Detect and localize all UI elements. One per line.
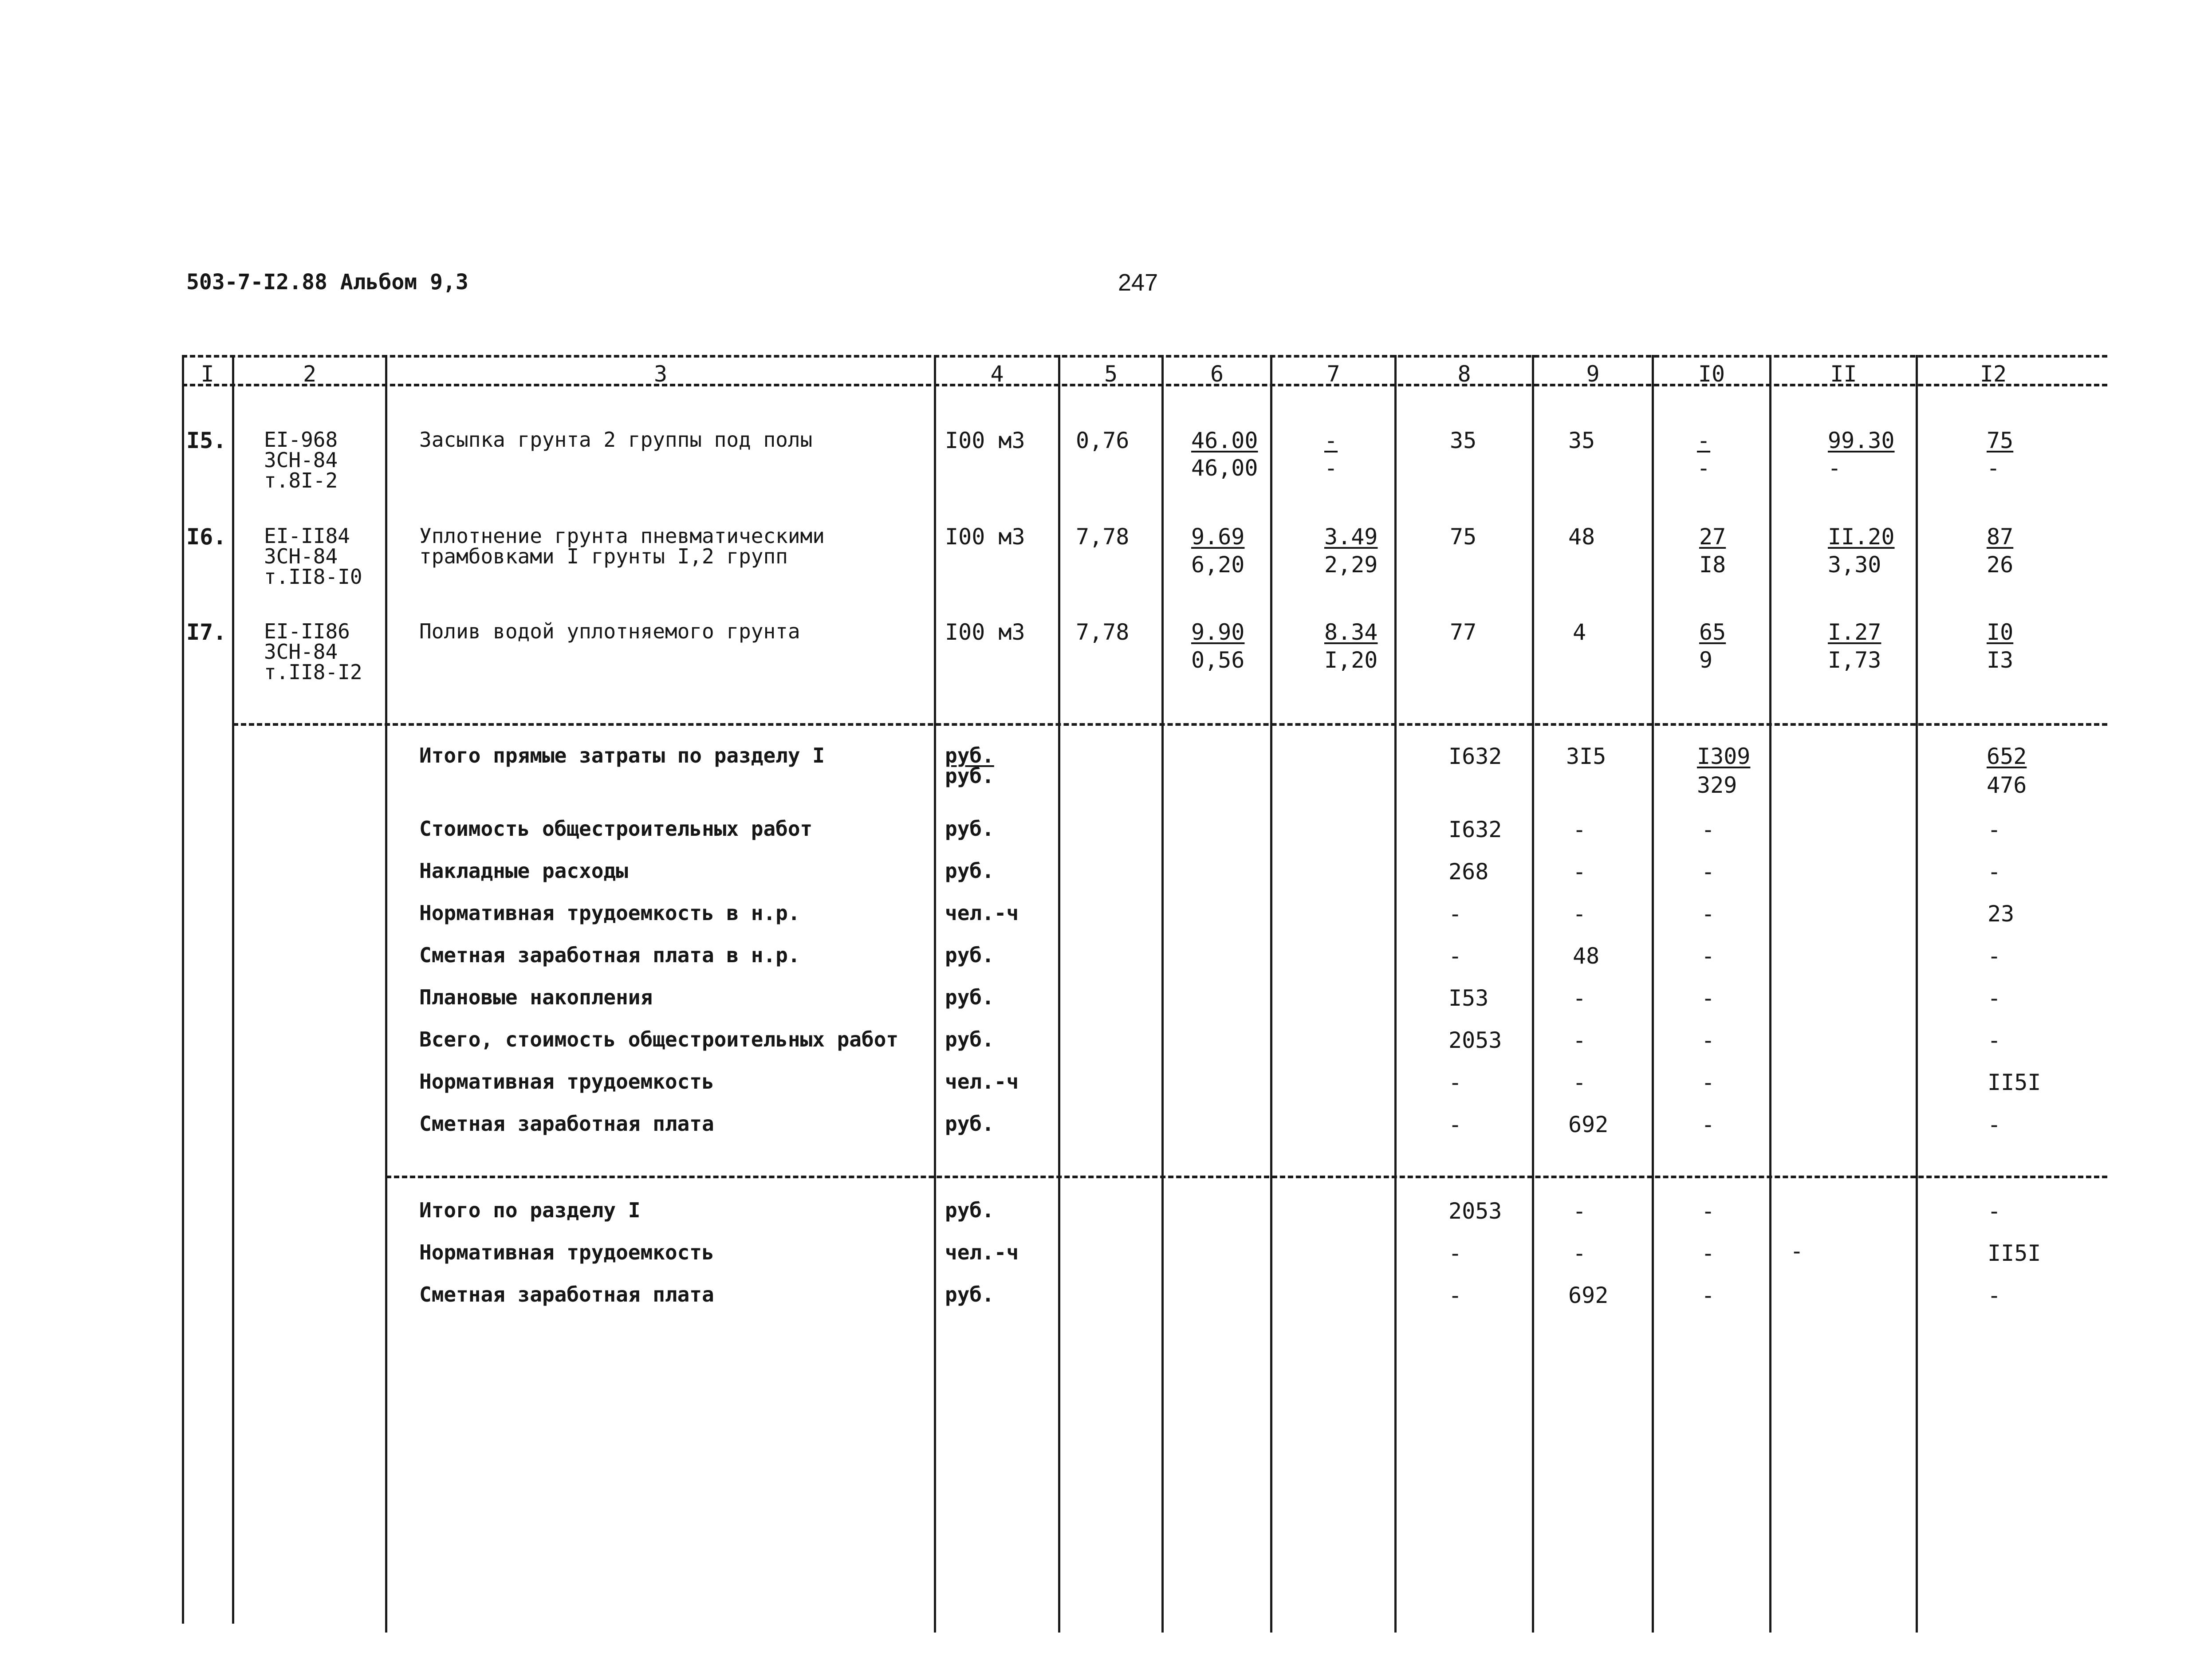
summary-separator-line	[386, 1176, 2107, 1178]
cell-c11-bottom: 3,30	[1828, 552, 1881, 578]
summary-c8: -	[1448, 1112, 1462, 1137]
work-name: Полив водой уплотняемого грунта	[419, 619, 800, 643]
column-header: 4	[990, 361, 1004, 387]
summary-unit: руб.	[945, 985, 994, 1009]
summary-unit-top: руб.	[945, 744, 994, 767]
cell-c9: 4	[1573, 619, 1586, 645]
summary-label: Нормативная трудоемкость	[419, 1070, 714, 1094]
cell-c7-bottom: 2,29	[1324, 552, 1378, 578]
summary-c9: -	[1573, 1070, 1586, 1095]
summary-c12: -	[1988, 985, 2001, 1011]
cell-c10-bottom: -	[1697, 455, 1711, 481]
unit: I00 м3	[945, 524, 1025, 550]
cell-c7-top: 8.34	[1324, 619, 1378, 645]
cell-c8: 75	[1450, 524, 1477, 550]
section-total-c12: -	[1988, 1283, 2001, 1308]
cell-c10-top: -	[1697, 428, 1711, 453]
row-number: I6.	[186, 524, 227, 550]
column-header: I	[201, 361, 214, 387]
summary-c9: -	[1573, 901, 1586, 927]
cell-c7-top: 3.49	[1324, 524, 1378, 550]
summary-c10: -	[1701, 943, 1715, 969]
unit: I00 м3	[945, 619, 1025, 645]
summary-c10: -	[1701, 1112, 1715, 1137]
summary-c10: -	[1701, 985, 1715, 1011]
cell-c12-top: I0	[1987, 619, 2014, 645]
work-name: Уплотнение грунта пневматическими	[419, 524, 825, 548]
summary-label: Всего, стоимость общестроительных работ	[419, 1027, 899, 1051]
rate-code: т.8I-2	[264, 468, 338, 492]
summary-c12: -	[1988, 943, 2001, 969]
summary-unit: чел.-ч	[945, 1070, 1019, 1094]
work-name: трамбовками I грунты I,2 групп	[419, 544, 788, 568]
summary-c9: 692	[1568, 1112, 1609, 1137]
column-header: 8	[1457, 361, 1471, 387]
summary-c8: I632	[1448, 744, 1502, 769]
rate-code: ЗСН-84	[264, 448, 338, 472]
summary-c12-top: 652	[1987, 744, 2027, 769]
summary-c10: -	[1701, 1027, 1715, 1053]
column-header: 5	[1104, 361, 1118, 387]
summary-c9: -	[1573, 1027, 1586, 1053]
summary-c12: -	[1988, 1112, 2001, 1137]
document-code: 503-7-I2.88 Альбом 9,3	[186, 270, 468, 295]
section-total-c12: -	[1988, 1198, 2001, 1224]
cell-c6-bottom: 0,56	[1191, 647, 1245, 673]
rate-code: ЗСН-84	[264, 640, 338, 664]
cell-c6-top: 46.00	[1191, 428, 1258, 453]
column-header: 6	[1210, 361, 1224, 387]
section-total-c9: -	[1573, 1198, 1586, 1224]
summary-label: Плановые накопления	[419, 985, 653, 1009]
summary-label: Итого прямые затраты по разделу I	[419, 744, 825, 767]
section-total-c10: -	[1701, 1198, 1715, 1224]
summary-unit: руб.	[945, 859, 994, 883]
cell-c11-bottom: I,73	[1828, 647, 1881, 673]
summary-c12: -	[1988, 817, 2001, 842]
summary-c10-top: I309	[1697, 744, 1751, 769]
cell-c10-top: 65	[1699, 619, 1726, 645]
column-header: 9	[1586, 361, 1600, 387]
summary-c8: -	[1448, 1070, 1462, 1095]
cell-c12-bottom: -	[1987, 455, 2000, 481]
summary-c12: -	[1988, 859, 2001, 885]
summary-label: Стоимость общестроительных работ	[419, 817, 813, 841]
section-total-c9: 692	[1568, 1283, 1609, 1308]
summary-c9: -	[1573, 859, 1586, 885]
summary-label: Сметная заработная плата в н.р.	[419, 943, 800, 967]
quantity: 7,78	[1076, 524, 1130, 550]
cell-c9: 48	[1568, 524, 1595, 550]
summary-c12: 23	[1988, 901, 2015, 927]
section-total-unit: руб.	[945, 1198, 994, 1222]
section-total-c8: 2053	[1448, 1198, 1502, 1224]
summary-c12: -	[1988, 1027, 2001, 1053]
section-total-unit: руб.	[945, 1283, 994, 1306]
column-header: 2	[303, 361, 317, 387]
summary-c10: -	[1701, 817, 1715, 842]
header-top-line	[182, 355, 2107, 358]
summary-c10: -	[1701, 859, 1715, 885]
summary-c9: -	[1573, 985, 1586, 1011]
work-name: Засыпка грунта 2 группы под полы	[419, 428, 813, 452]
cell-c10-bottom: 9	[1699, 647, 1713, 673]
section-total-label: Нормативная трудоемкость	[419, 1240, 714, 1264]
summary-c12: II5I	[1988, 1070, 2041, 1095]
summary-unit: чел.-ч	[945, 901, 1019, 925]
column-header: I2	[1980, 361, 2007, 387]
section-total-label: Итого по разделу I	[419, 1198, 641, 1222]
cell-c12-top: 87	[1987, 524, 2014, 550]
cell-c10-top: 27	[1699, 524, 1726, 550]
summary-label: Накладные расходы	[419, 859, 628, 883]
rate-code: EI-968	[264, 428, 338, 452]
section-total-c12: II5I	[1988, 1240, 2041, 1266]
summary-c8: 2053	[1448, 1027, 1502, 1053]
quantity: 7,78	[1076, 619, 1130, 645]
summary-c8: I53	[1448, 985, 1489, 1011]
cell-c6-bottom: 46,00	[1191, 455, 1258, 481]
section-total-c11: -	[1790, 1238, 1804, 1264]
column-header: 3	[653, 361, 668, 387]
rows-end-line	[233, 723, 2107, 726]
section-total-c10: -	[1701, 1283, 1715, 1308]
cell-c11-top: II.20	[1828, 524, 1895, 550]
summary-unit: руб.	[945, 817, 994, 841]
column-header: II	[1830, 361, 1857, 387]
summary-unit: руб.	[945, 943, 994, 967]
cell-c6-bottom: 6,20	[1191, 552, 1245, 578]
summary-c8: 268	[1448, 859, 1489, 885]
section-total-c10: -	[1701, 1240, 1715, 1266]
unit: I00 м3	[945, 428, 1025, 453]
rate-code: т.II8-I2	[264, 660, 362, 684]
page-number: 247	[1118, 269, 1158, 296]
row-number: I5.	[186, 428, 227, 453]
cell-c7-top: -	[1324, 428, 1338, 453]
summary-c8: I632	[1448, 817, 1502, 842]
cell-c6-top: 9.90	[1191, 619, 1245, 645]
rate-code: т.II8-I0	[264, 565, 362, 589]
summary-c9: -	[1573, 817, 1586, 842]
column-header: I0	[1698, 361, 1725, 387]
quantity: 0,76	[1076, 428, 1130, 453]
cell-c10-bottom: I8	[1699, 552, 1726, 578]
section-total-c8: -	[1448, 1283, 1462, 1308]
summary-c10: -	[1701, 901, 1715, 927]
cell-c11-bottom: -	[1828, 455, 1842, 481]
summary-c9: 3I5	[1566, 744, 1606, 769]
cell-c12-bottom: 26	[1987, 552, 2014, 578]
summary-c8: -	[1448, 901, 1462, 927]
cell-c12-bottom: I3	[1987, 647, 2014, 673]
column-header: 7	[1326, 361, 1340, 387]
section-total-c8: -	[1448, 1240, 1462, 1266]
summary-unit-bottom: руб.	[945, 764, 994, 788]
summary-unit: руб.	[945, 1112, 994, 1136]
cell-c11-top: 99.30	[1828, 428, 1895, 453]
summary-label: Сметная заработная плата	[419, 1112, 714, 1136]
summary-c9: 48	[1573, 943, 1600, 969]
cell-c7-bottom: I,20	[1324, 647, 1378, 673]
section-total-c9: -	[1573, 1240, 1586, 1266]
cell-c12-top: 75	[1987, 428, 2014, 453]
summary-c10-bottom: 329	[1697, 772, 1737, 798]
summary-unit: руб.	[945, 1027, 994, 1051]
cell-c11-top: I.27	[1828, 619, 1881, 645]
rate-code: EI-II86	[264, 619, 350, 643]
cell-c8: 35	[1450, 428, 1477, 453]
cell-c9: 35	[1568, 428, 1595, 453]
rate-code: ЗСН-84	[264, 544, 338, 568]
summary-c12-bottom: 476	[1987, 772, 2027, 798]
row-number: I7.	[186, 619, 227, 645]
cell-c8: 77	[1450, 619, 1477, 645]
summary-c10: -	[1701, 1070, 1715, 1095]
rate-code: EI-II84	[264, 524, 350, 548]
section-total-label: Сметная заработная плата	[419, 1283, 714, 1306]
summary-c8: -	[1448, 943, 1462, 969]
cell-c7-bottom: -	[1324, 455, 1338, 481]
cell-c6-top: 9.69	[1191, 524, 1245, 550]
section-total-unit: чел.-ч	[945, 1240, 1019, 1264]
summary-label: Нормативная трудоемкость в н.р.	[419, 901, 800, 925]
